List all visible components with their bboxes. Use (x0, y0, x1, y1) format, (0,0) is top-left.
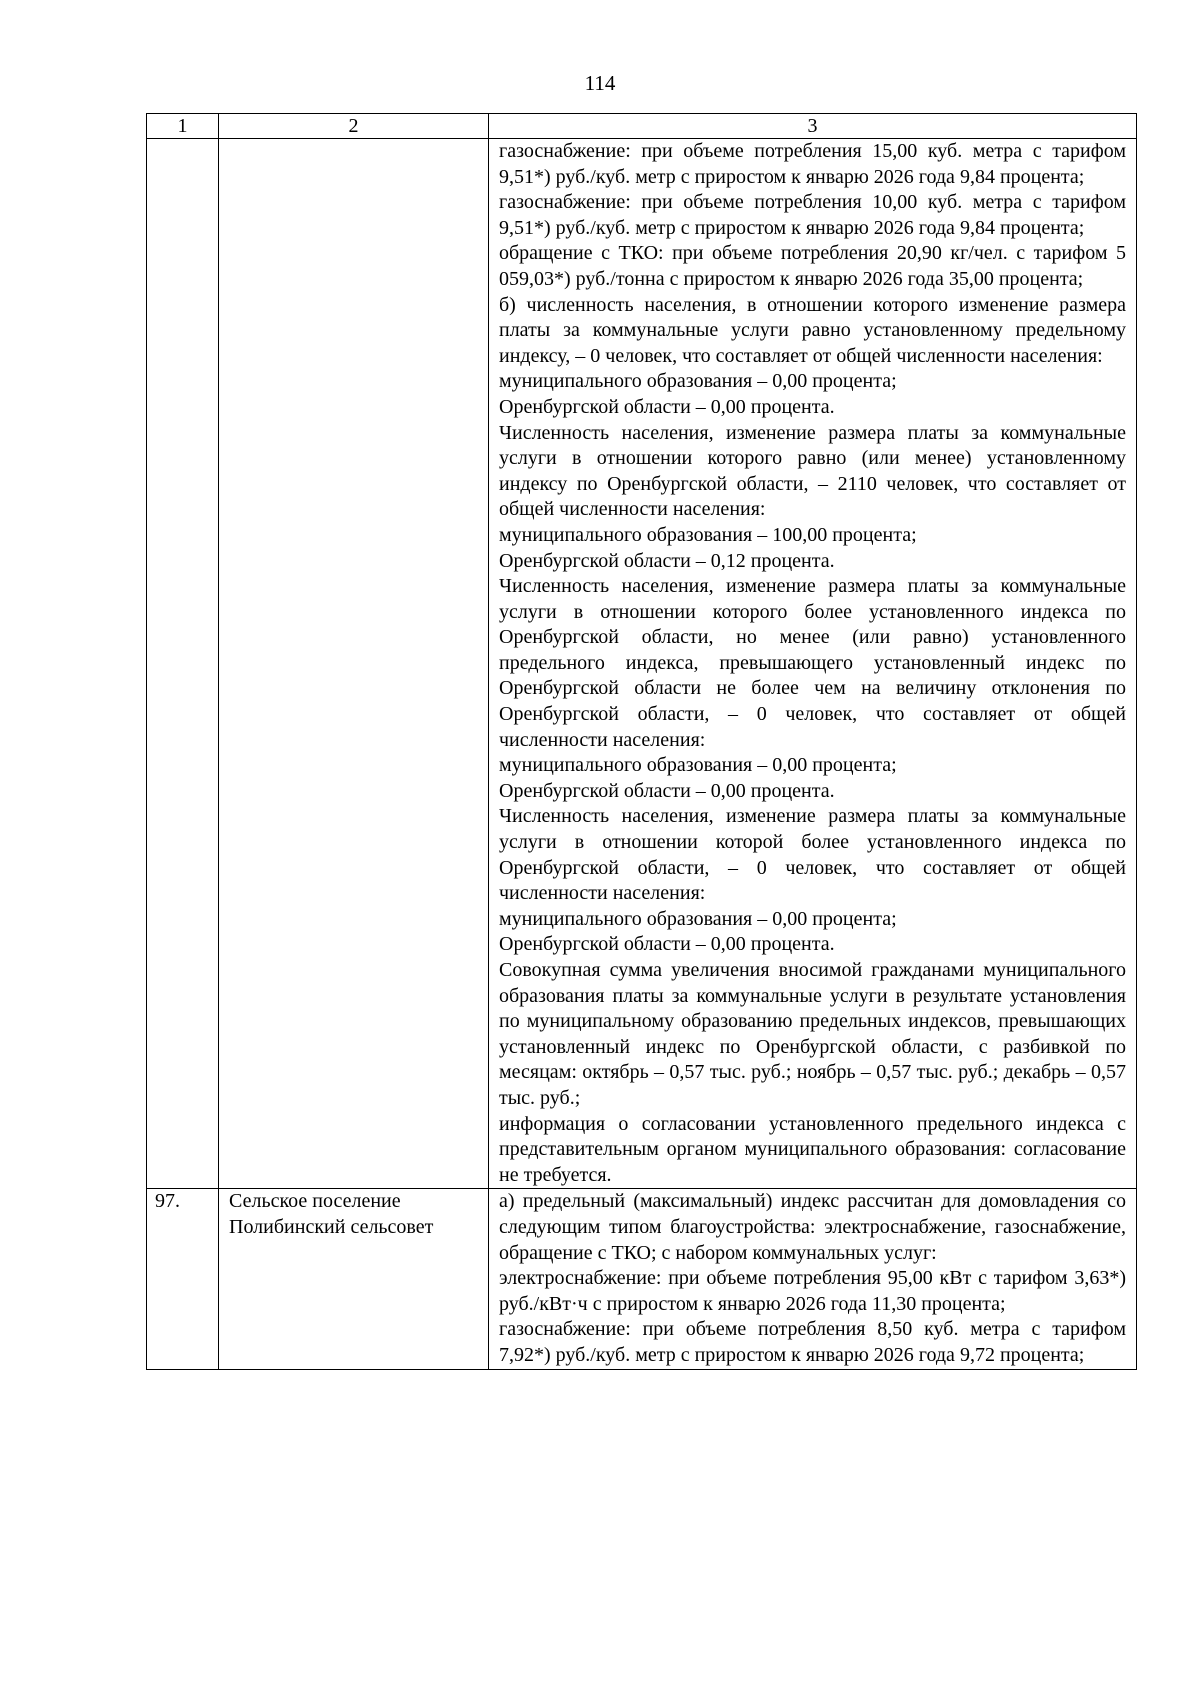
table-row-97 (147, 1189, 1137, 1369)
paragraph: газоснабжение: при объеме потребления 10,00 куб. метра с тарифом 9,51*) руб./куб. метр с приростом к январю 2026 года 9,84 процента; (499, 191, 1126, 239)
paragraph: Оренбургской области – 0,00 процента. (499, 933, 835, 956)
paragraph: муниципального образования – 0,00 процента; (499, 754, 897, 777)
continued-content-cell (489, 139, 1137, 1189)
paragraph: а) предельный (максимальный) индекс рассчитан для домовладения со следующим типом благоустройства: электроснабжение, газоснабжение, обращение с ТКО; с набором коммунальных услуг: (499, 1190, 1126, 1264)
row-number-cell: 97. (147, 1189, 219, 1369)
paragraph: муниципального образования – 0,00 процента; (499, 907, 897, 930)
paragraph: Численность населения, изменение размера платы за коммунальные услуги в отношении которого более установленного индекса по Оренбургской области, но менее (или равно) установленного предельного индекса, превышающего установленный индекс по Оренбургской области не более чем на величину отклонения по Оренбургской области, – 0 человек, что составляет от общей численности населения: (499, 575, 1126, 751)
paragraph: обращение с ТКО: при объеме потребления 20,90 кг/чел. с тарифом 5 059,03*) руб./тонна с приростом к январю 2026 года 35,00 процента; (499, 242, 1126, 290)
paragraph: муниципального образования – 0,00 процента; (499, 370, 897, 393)
paragraph: Численность населения, изменение размера платы за коммунальные услуги в отношении которого равно (или менее) установленному индексу по Оренбургской области, – 2110 человек, что составляет от общей численности населения: (499, 421, 1126, 521)
paragraph: Оренбургской области – 0,00 процента. (499, 779, 835, 802)
settlement-name-cell: Сельское поселение Полибинский сельсовет (219, 1189, 489, 1369)
page-number: 114 (584, 71, 616, 95)
data-table (146, 113, 1137, 1370)
paragraph: Оренбургской области – 0,12 процента. (499, 549, 835, 572)
paragraph: газоснабжение: при объеме потребления 15,00 куб. метра с тарифом 9,51*) руб./куб. метр с приростом к январю 2026 года 9,84 процента; (499, 140, 1126, 188)
row-97-content-cell (489, 1189, 1137, 1369)
paragraph: информация о согласовании установленного предельного индекса с представительным органом муниципального образования: согласование не требуется. (499, 1112, 1126, 1186)
table-row-continued (147, 139, 1137, 1189)
paragraph: газоснабжение: при объеме потребления 8,50 куб. метра с тарифом 7,92*) руб./куб. метр с приростом к январю 2026 года 9,72 процента; (499, 1318, 1126, 1366)
paragraph: б) численность населения, в отношении которого изменение размера платы за коммунальные услуги равно установленному предельному индексу, – 0 человек, что составляет от общей численности населения: (499, 293, 1126, 367)
paragraph: Численность населения, изменение размера платы за коммунальные услуги в отношении которой более установленного индекса по Оренбургской области, – 0 человек, что составляет от общей численности населения: (499, 805, 1126, 905)
continued-settlement-cell (219, 139, 489, 1189)
paragraph: Совокупная сумма увеличения вносимой гражданами муниципального образования платы за коммунальные услуги в результате установления по муниципальному образованию предельных индексов, превышающих установленный индекс по Оренбургской области, с разбивкой по месяцам: октябрь – 0,57 тыс. руб.; ноябрь – 0,57 тыс. руб.; декабрь – 0,57 тыс. руб.; (499, 959, 1126, 1109)
paragraph: электроснабжение: при объеме потребления 95,00 кВт с тарифом 3,63*) руб./кВт·ч с приростом к январю 2026 года 11,30 процента; (499, 1267, 1126, 1315)
header-col-2: 2 (219, 114, 489, 139)
header-col-1: 1 (147, 114, 219, 139)
table-header-row (147, 114, 1137, 139)
paragraph: муниципального образования – 100,00 процента; (499, 523, 917, 546)
header-col-3: 3 (489, 114, 1137, 139)
continued-number-cell (147, 139, 219, 1189)
paragraph: Оренбургской области – 0,00 процента. (499, 395, 835, 418)
